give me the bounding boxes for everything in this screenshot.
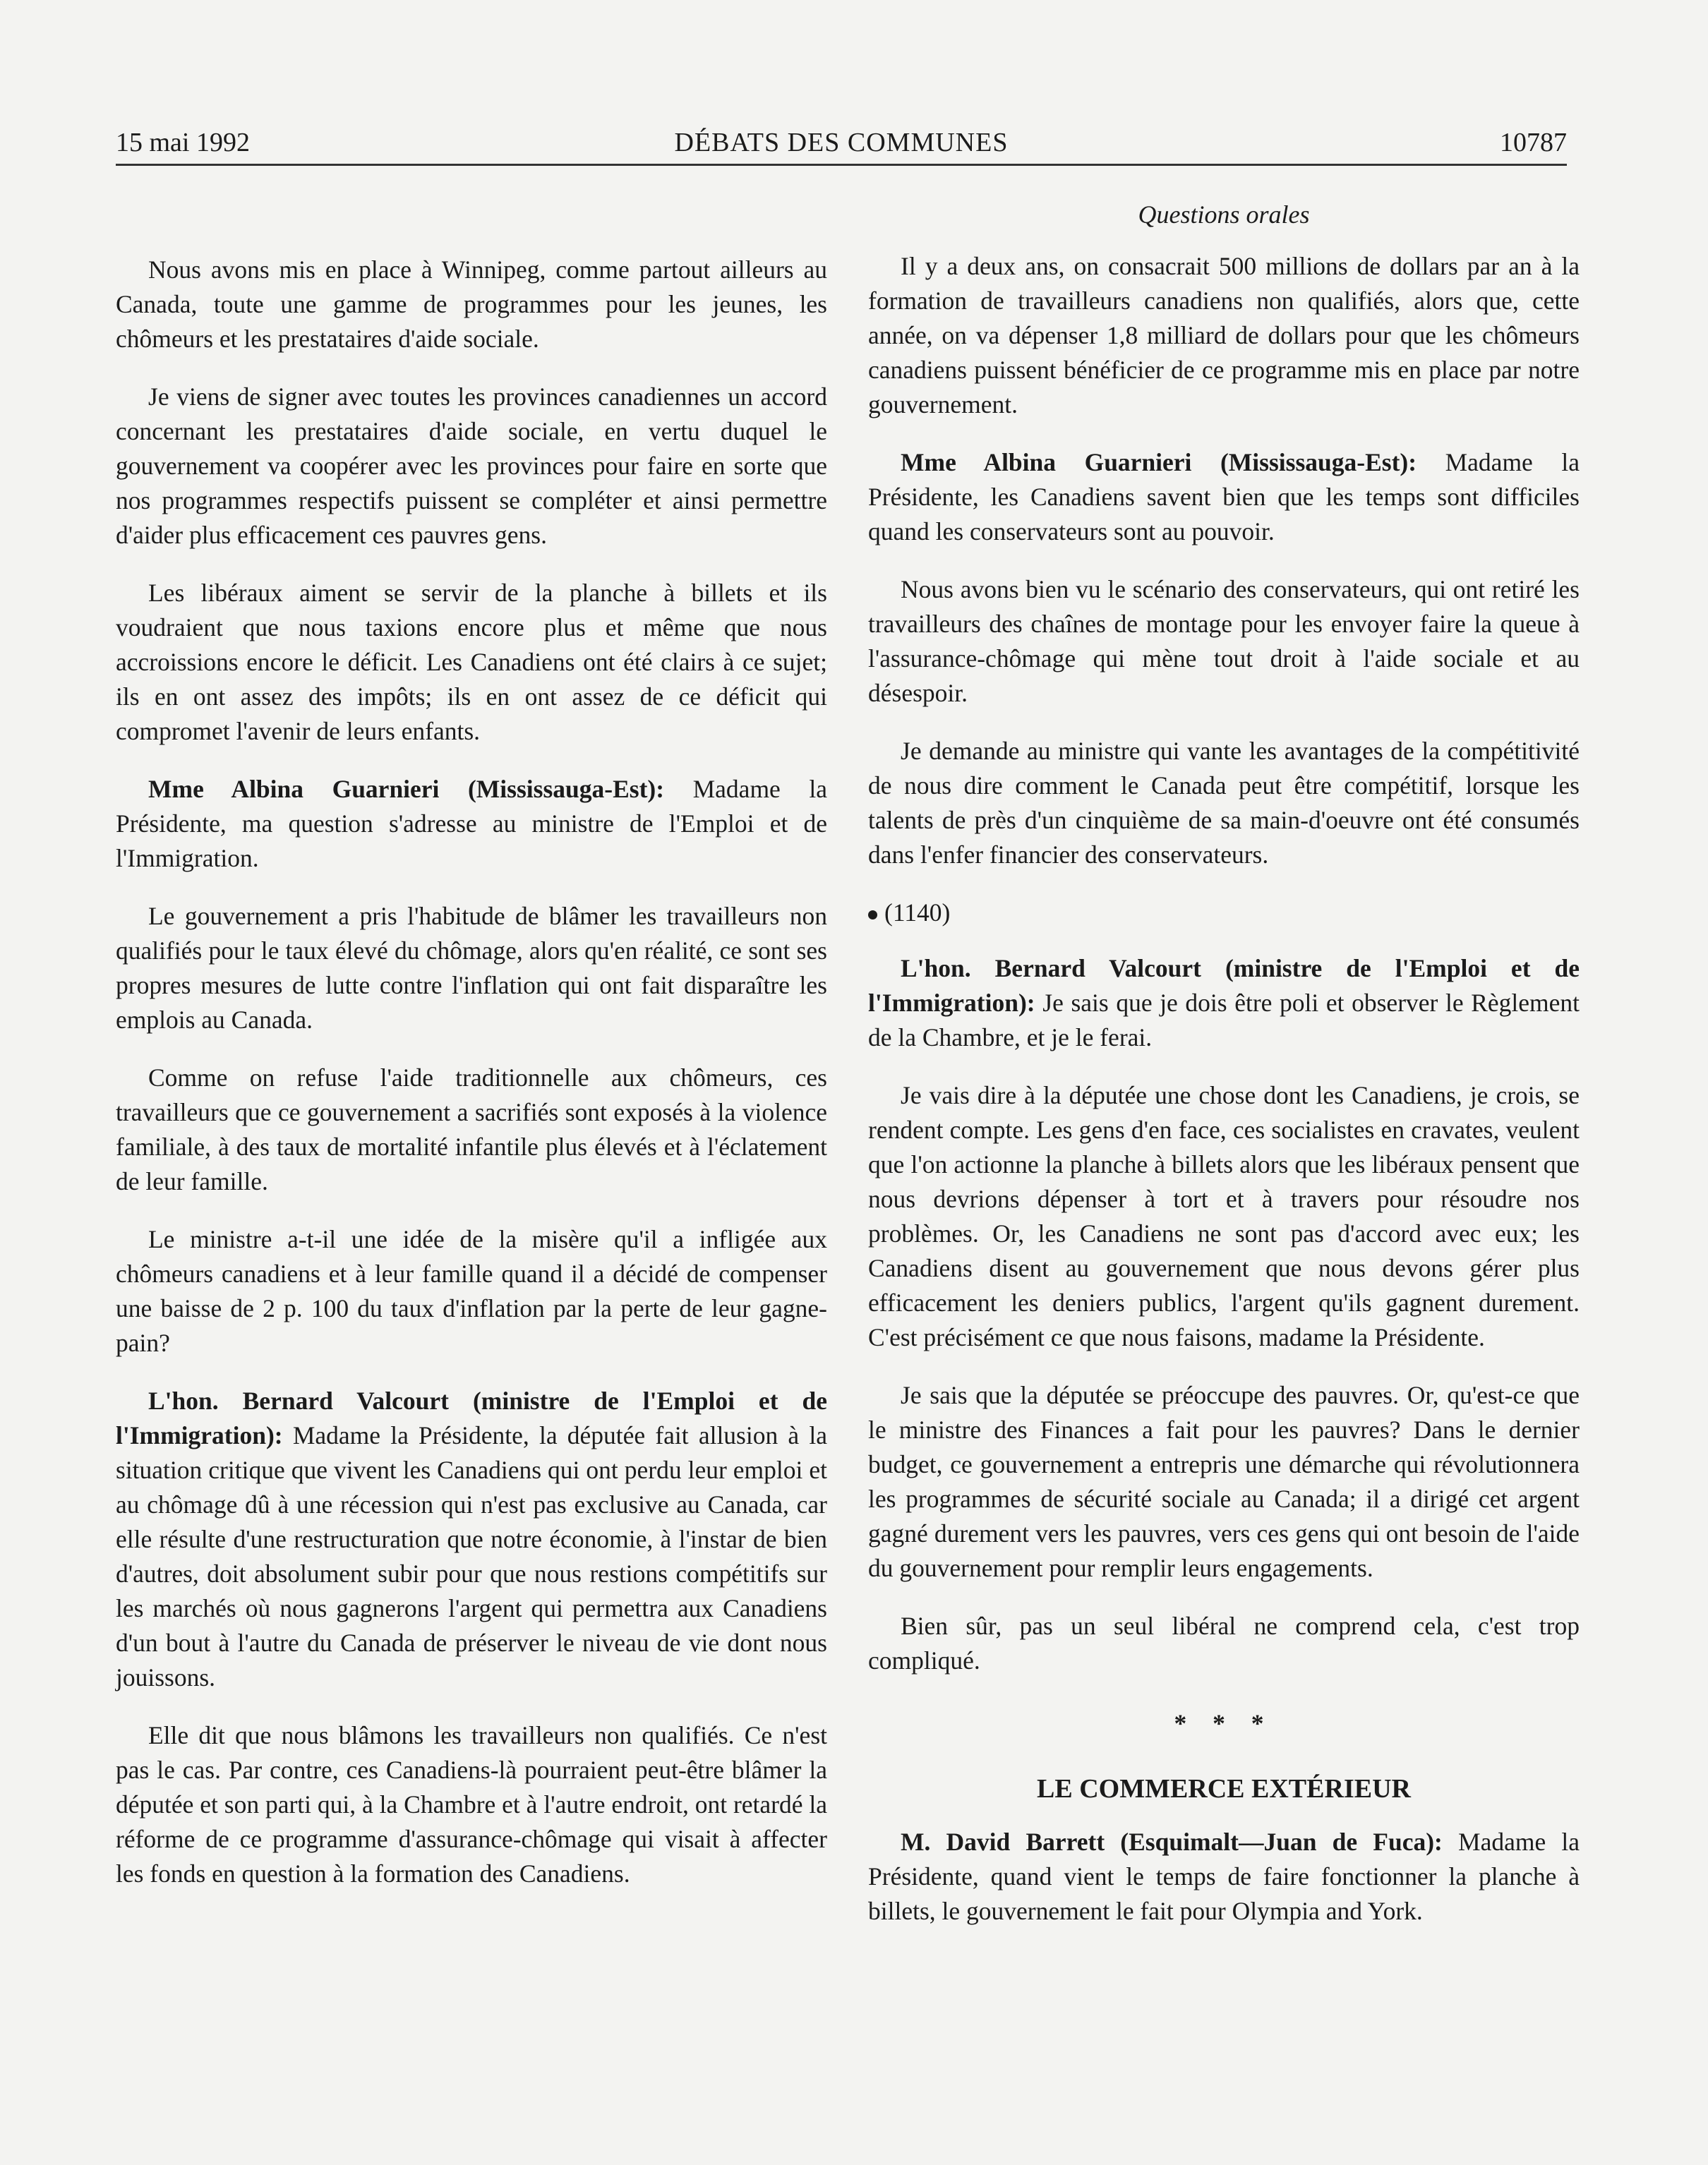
paragraph-text: Madame la Présidente, les Canadiens savent bien que les temps sont difficiles quand les conservateurs sont au pouvoir. <box>868 448 1580 545</box>
paragraph <box>868 572 1580 711</box>
speaker-name: M. David Barrett (Esquimalt—Juan de Fuca): <box>901 1828 1443 1856</box>
paragraph <box>116 1061 827 1199</box>
paragraph-text: Bien sûr, pas un seul libéral ne comprend cela, c'est trop compliqué. <box>868 1612 1580 1675</box>
paragraph-text: Je demande au ministre qui vante les avantages de la compétitivité de nous dire comment le Canada peut être compétitif, lorsque les talents de près d'un cinquième de sa main-d'oeuvre ont été consumés dans l'enfer financier des conservateurs. <box>868 737 1580 869</box>
paragraph <box>116 899 827 1037</box>
paragraph <box>868 249 1580 422</box>
right-column <box>868 198 1580 1952</box>
bullet-icon <box>868 910 877 919</box>
paragraph-text: Nous avons mis en place à Winnipeg, comme partout ailleurs au Canada, toute une gamme de programmes pour les jeunes, les chômeurs et les prestataires d'aide sociale. <box>116 255 827 353</box>
paragraph-text: Le gouvernement a pris l'habitude de blâmer les travailleurs non qualifiés pour le taux élevé du chômage, alors qu'en réalité, ce sont ses propres mesures de lutte contre l'inflation qui ont fait disparaître les emplois au Canada. <box>116 902 827 1034</box>
header-date: 15 mai 1992 <box>116 128 250 157</box>
paragraph <box>116 576 827 749</box>
page-header <box>116 126 1567 166</box>
speaker-name: L'hon. Bernard Valcourt (ministre de l'Emploi et de l'Immigration): <box>116 1387 827 1449</box>
timestamp-text: (1140) <box>884 898 951 927</box>
paragraph <box>116 1222 827 1361</box>
paragraph <box>868 445 1580 549</box>
header-page-number: 10787 <box>1500 128 1567 157</box>
paragraph-text: Le ministre a-t-il une idée de la misère qu'il a infligée aux chômeurs canadiens et à leur famille quand il a décidé de compenser une baisse de 2 p. 100 du taux d'inflation par la perte de leur gagne-pain? <box>116 1225 827 1357</box>
paragraph-text: Je sais que la députée se préoccupe des pauvres. Or, qu'est-ce que le ministre des Finances a fait pour les pauvres? Dans le dernier budget, ce gouvernement a entrepris une démarche qui révolutionnera les programmes de sécurité sociale au Canada; il a dirigé cet argent gagné durement vers les pauvres, vers ces gens qui ont besoin de l'aide du gouvernement pour remplir leurs engagements. <box>868 1381 1580 1582</box>
paragraph <box>868 1825 1580 1929</box>
paragraph-text: Madame la Présidente, quand vient le temps de faire fonctionner la planche à billets, le gouvernement le fait pour Olympia and York. <box>868 1828 1580 1925</box>
paragraph-text: Nous avons bien vu le scénario des conservateurs, qui ont retiré les travailleurs des chaînes de montage pour les envoyer faire la queue à l'assurance-chômage qui mène tout droit à l'aide sociale et au désespoir. <box>868 575 1580 707</box>
paragraph <box>116 253 827 356</box>
speaker-name: Mme Albina Guarnieri (Mississauga-Est): <box>901 448 1417 476</box>
paragraph <box>116 1384 827 1695</box>
paragraph <box>868 1609 1580 1678</box>
paragraph <box>868 734 1580 872</box>
paragraph <box>116 380 827 553</box>
paragraph-text: Madame la Présidente, la députée fait allusion à la situation critique que vivent les Canadiens qui ont perdu leur emploi et au chômage dû à une récession qui n'est pas exclusive au Canada, car elle résulte d'une restructuration que notre économie, à l'instar de bien d'autres, doit absolument subir pour que nous restions compétitifs sur les marchés où nous gagnerons l'argent qui permettra aux Canadiens d'un bout à l'autre du Canada de préserver le niveau de vie dont nous jouissons. <box>116 1421 827 1691</box>
paragraph <box>868 951 1580 1055</box>
paragraph-text: Il y a deux ans, on consacrait 500 millions de dollars par an à la formation de travailleurs canadiens non qualifiés, alors que, cette année, on va dépenser 1,8 milliard de dollars pour que les chômeurs canadiens puissent bénéficier de ce programme mis en place par notre gouvernement. <box>868 252 1580 418</box>
paragraph-text: Elle dit que nous blâmons les travailleurs non qualifiés. Ce n'est pas le cas. Par contre, ces Canadiens-là pourraient peut-être blâmer la députée et son parti qui, à la Chambre et à l'autre endroit, ont retardé la réforme de ce programme d'assurance-chômage qui visait à affecter les fonds en question à la formation des Canadiens. <box>116 1721 827 1888</box>
paragraph <box>116 772 827 876</box>
left-column <box>116 253 827 1914</box>
section-heading: LE COMMERCE EXTÉRIEUR <box>1037 1774 1411 1804</box>
paragraph-text: Je vais dire à la députée une chose dont les Canadiens, je crois, se rendent compte. Les gens d'en face, ces socialistes en cravates, veulent que l'on actionne la planche à billets alors que les libéraux pensent que nous devrions dépenser à tort et à travers pour résoudre nos problèmes. Or, les Canadiens ne sont pas d'accord avec eux; les Canadiens disent au gouvernement que nous devons gérer plus efficacement les deniers publics, l'argent qu'ils gagnent durement. C'est précisément ce que nous faisons, madame la Présidente. <box>868 1081 1580 1351</box>
paragraph-text: Comme on refuse l'aide traditionnelle aux chômeurs, ces travailleurs que ce gouvernement a sacrifiés sont exposés à la violence familiale, à des taux de mortalité infantile plus élevés et à l'éclatement de leur famille. <box>116 1063 827 1195</box>
section-separator: * * * <box>1174 1709 1274 1737</box>
section-label: Questions orales <box>1138 200 1310 229</box>
paragraph <box>116 1718 827 1891</box>
speaker-name: Mme Albina Guarnieri (Mississauga-Est): <box>148 775 665 803</box>
timestamp <box>868 895 1580 930</box>
paragraph-text: Je sais que je dois être poli et observer le Règlement de la Chambre, et je le ferai. <box>868 989 1580 1051</box>
paragraph-text: Les libéraux aiment se servir de la planche à billets et ils voudraient que nous taxions encore plus et même que nous accroissions encore le déficit. Les Canadiens ont été clairs à ce sujet; ils en ont assez des impôts; ils en ont assez de ce déficit qui compromet l'avenir de leurs enfants. <box>116 579 827 745</box>
header-title: DÉBATS DES COMMUNES <box>674 128 1009 157</box>
paragraph-text: Je viens de signer avec toutes les provinces canadiennes un accord concernant les prestataires d'aide sociale, en vertu duquel le gouvernement va coopérer avec les provinces pour faire en sorte que nos programmes respectifs puissent se compléter et ainsi permettre d'aider plus efficacement ces pauvres gens. <box>116 382 827 549</box>
speaker-name: L'hon. Bernard Valcourt (ministre de l'Emploi et de l'Immigration): <box>868 954 1580 1017</box>
paragraph <box>868 1378 1580 1586</box>
paragraph-text: Madame la Présidente, ma question s'adresse au ministre de l'Emploi et de l'Immigration. <box>116 775 827 872</box>
paragraph <box>868 1078 1580 1355</box>
